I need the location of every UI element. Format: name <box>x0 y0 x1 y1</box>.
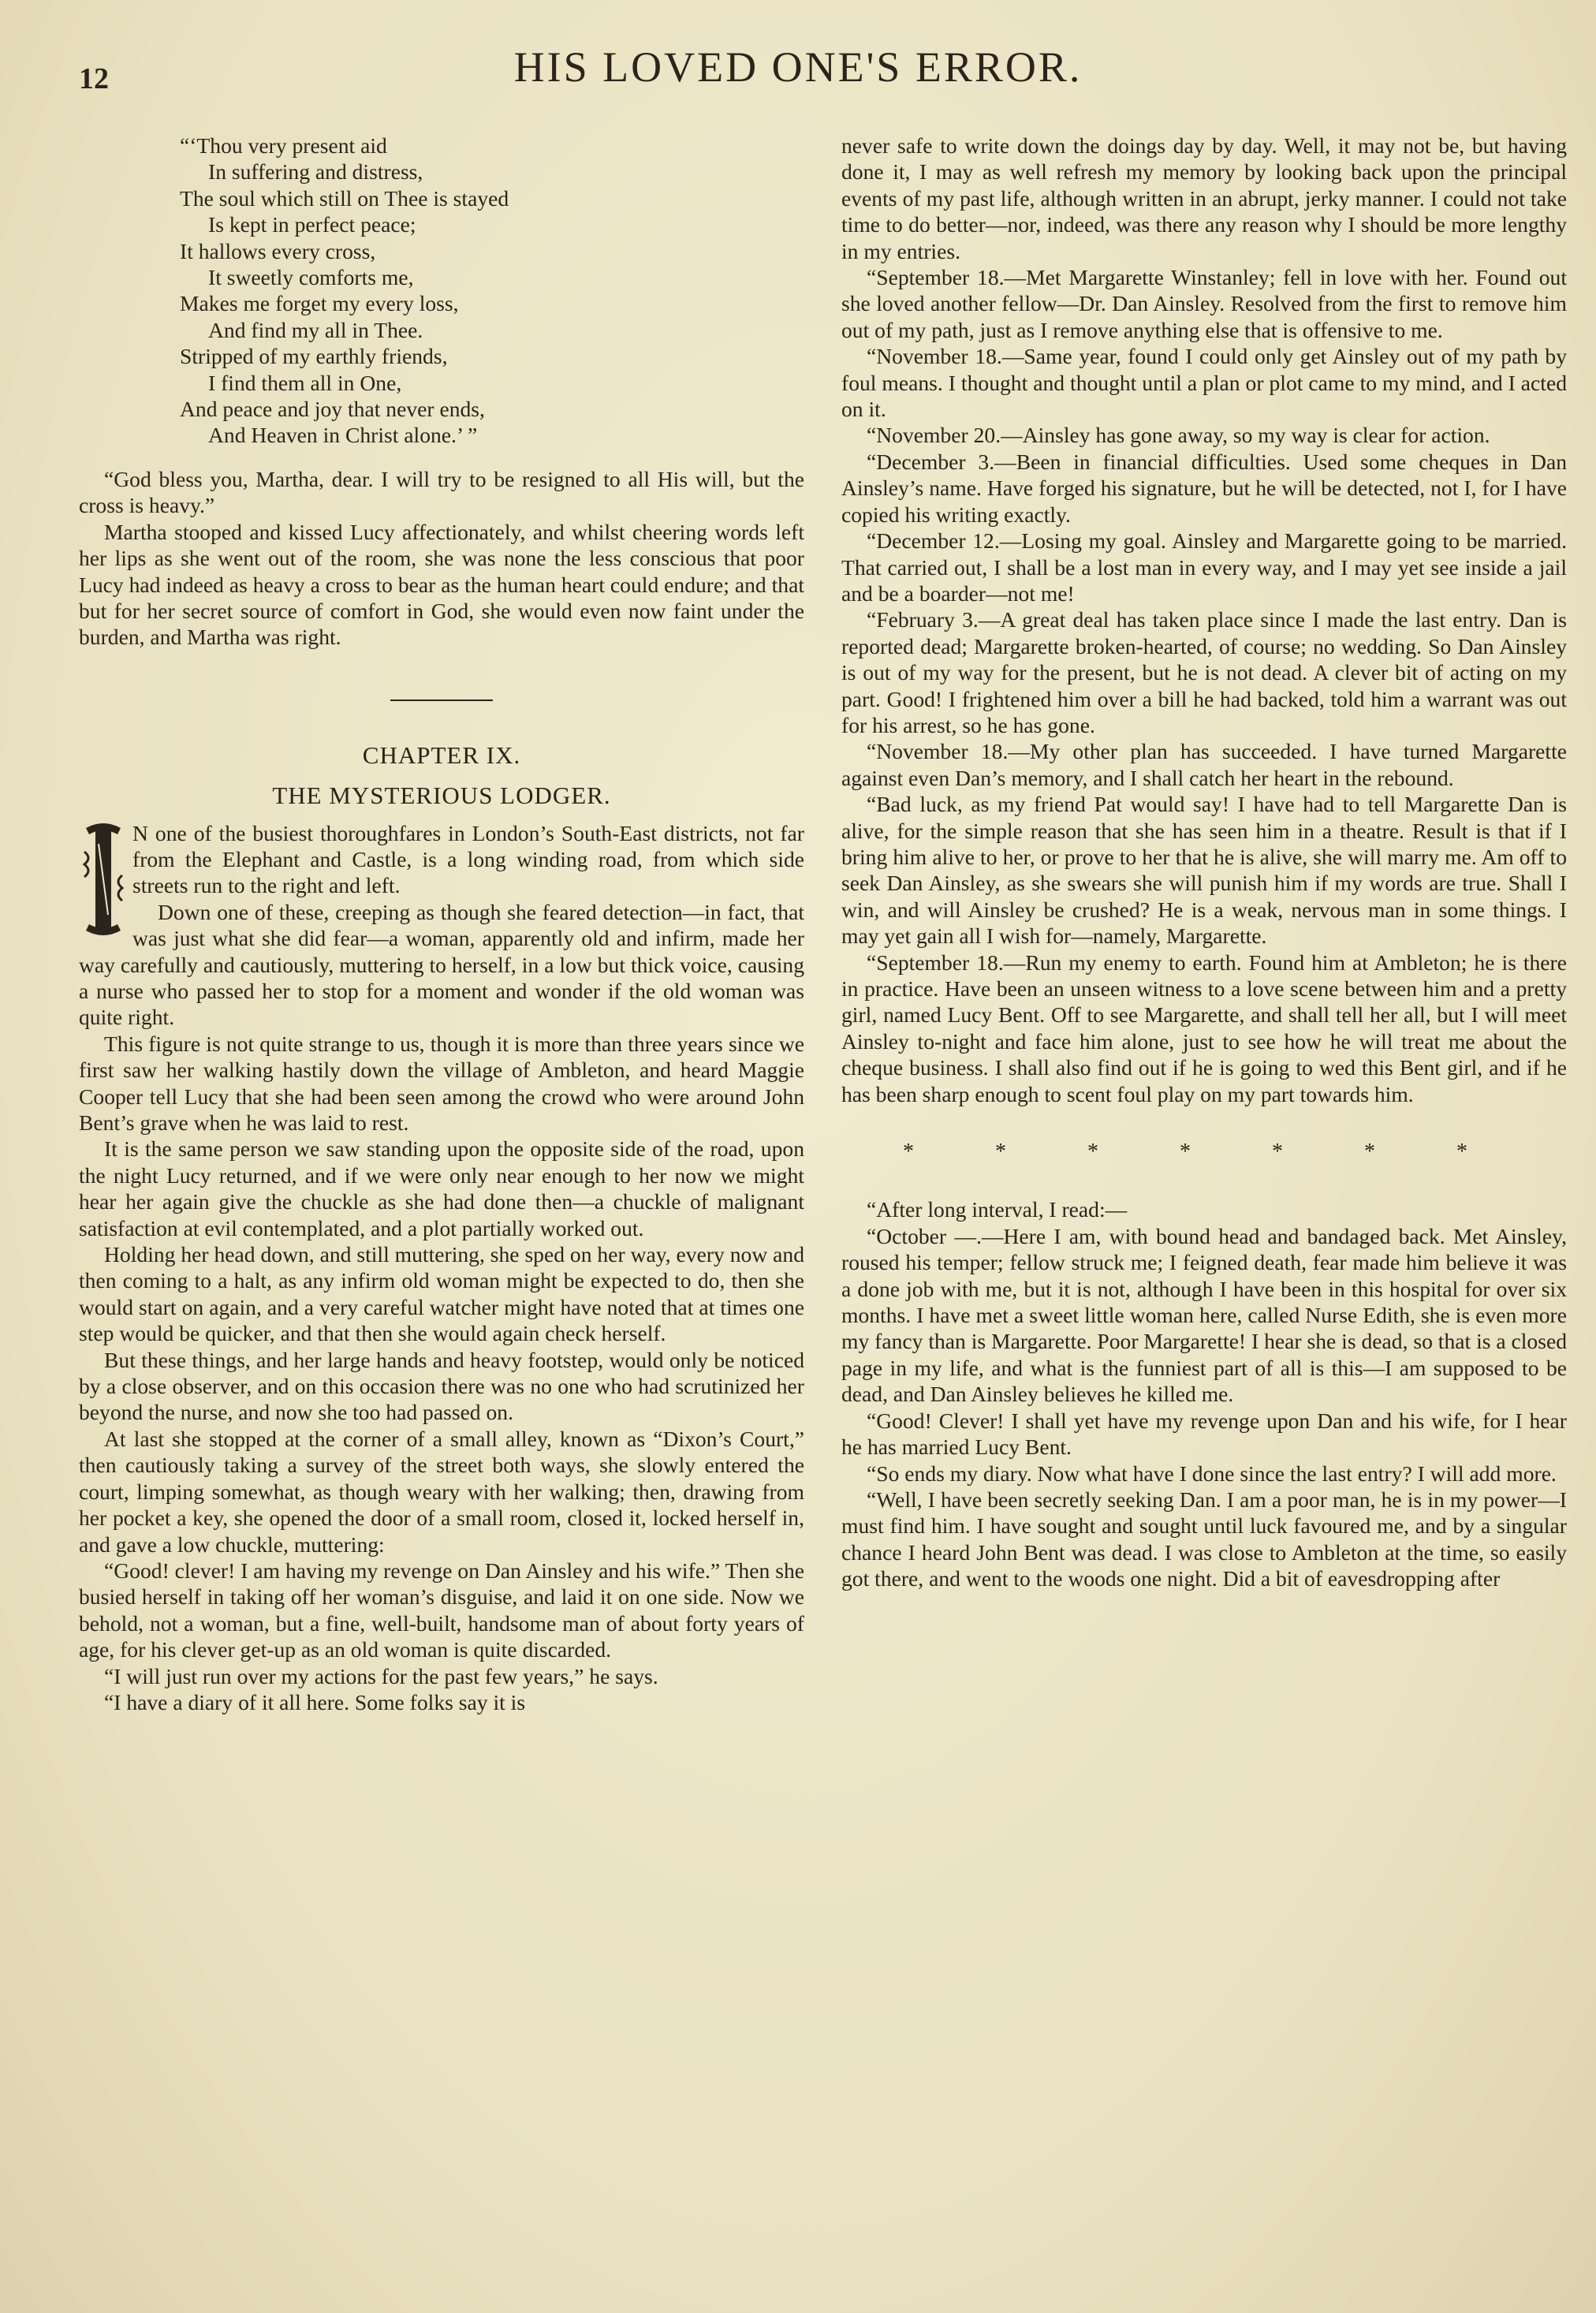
poem-line: Stripped of my earthly friends, <box>180 344 448 369</box>
paragraph: “After long interval, I read:— <box>867 1197 1128 1222</box>
poem-line: Makes me forget my every loss, <box>180 291 459 316</box>
dropcap-ornament <box>79 820 128 946</box>
paragraph: “October —.—Here I am, with bound head and bandaged back. Met Ainsley, roused his temper; fellow struck me; I feigned death, fear made him believe it was a done job with me, but it is not, although I have been in this hospital for over six months. I have met a sweet little woman here, called Nurse Edith, she is even more my fancy than is Margarette. Poor Margarette! I hear she is dead, so that is a closed page in my life, and what is the funniest part of all is this—I am supposed to be dead, and Dan Ainsley believes he killed me. <box>841 1223 1568 1407</box>
chapter-subtitle: THE MYSTERIOUS LODGER. <box>272 782 611 810</box>
poem-line: In suffering and distress, <box>208 159 423 185</box>
paragraph: “Good! Clever! I shall yet have my revenge upon Dan and his wife, for I hear he has married Lucy Bent. <box>841 1408 1567 1460</box>
paragraph: Holding her head down, and still muttering, she sped on her way, every now and then coming to a halt, as any infirm old woman might be expected to do, then she would start on again, and a very careful watcher might have noted that at times one step would be quicker, and that then she would again check herself. <box>79 1242 804 1346</box>
poem-line: “‘Thou very present aid <box>180 133 387 158</box>
paragraph: Martha stooped and kissed Lucy affectionately, and whilst cheering words left her lips as she went out of the room, she was none the less conscious that poor Lucy had indeed as heavy a cross to bear as the human heart could endure; and that but for her secret source of comfort in God, she would even now faint under the burden, and Martha was right. <box>79 519 804 650</box>
diary-entry: “December 12.—Losing my goal. Ainsley and Margarette going to be married. That carried out, I shall be a lost man in every way, and I may yet see inside a jail and be a boarder—not me! <box>841 528 1567 606</box>
section-break-stars: * * * * * * * <box>903 1140 1505 1165</box>
diary-entry: “December 3.—Been in financial difficulties. Used some cheques in Dan Ainsley’s name. Have forged his signature, but he will be detected, not I, for I have copied his writing exactly. <box>841 449 1567 527</box>
page-number: 12 <box>79 62 109 95</box>
paragraph: “God bless you, Martha, dear. I will try to be resigned to all His will, but the cross is heavy.” <box>79 466 804 518</box>
poem-line: It hallows every cross, <box>180 238 376 263</box>
poem-line: And Heaven in Christ alone.’ ” <box>208 423 478 448</box>
section-divider <box>390 699 493 701</box>
left-column <box>79 132 804 1715</box>
paragraph: At last she stopped at the corner of a small alley, known as “Dixon’s Court,” then cautiously taking a survey of the street both ways, she slowly entered the court, limping somewhat, as though weary with her walking; then, drawing from her pocket a key, she opened the door of a small room, closed it, locked herself in, and gave a low chuckle, muttering: <box>79 1426 804 1557</box>
paragraph: N one of the busiest thoroughfares in London’s South-East districts, not far from the Elephant and Castle, is a long winding road, from which side streets run to the right and left. <box>132 820 804 898</box>
poem-line: The soul which still on Thee is stayed <box>180 185 509 211</box>
poem-line: It sweetly comforts me, <box>208 265 414 290</box>
running-title: HIS LOVED ONE'S ERROR. <box>513 43 1083 91</box>
paragraph: Down one of these, creeping as though she feared detection—in fact, that was just what she did fear—a woman, apparently old and infirm, made her way carefully and cautiously, muttering to herself, in a low but thick voice, causing a nurse who passed her to stop for a moment and wonder if the old woman was quite right. <box>79 899 804 1030</box>
paragraph: “So ends my diary. Now what have I done since the last entry? I will add more. <box>867 1461 1557 1486</box>
diary-entry: “November 20.—Ainsley has gone away, so my way is clear for action. <box>867 423 1490 448</box>
paragraph: “Well, I have been secretly seeking Dan. I am a poor man, he is in my power—I must find him. I have sought and sought until luck favoured me, and by a singular chance I heard John Bent was dead. I was close to Ambleton at the time, so easily got there, and went to the woods one night. Did a bit of eavesdropping after <box>841 1487 1567 1591</box>
diary-entry: “February 3.—A great deal has taken place since I made the last entry. Dan is reported dead; Margarette broken-hearted, of course; no wedding. So Dan Ainsley is out of my way for the present, but he is not dead. A clever bit of acting on my part. Good! I frightened him over a bill he had backed, told him a warrant was out for his arrest, so he has gone. <box>841 607 1567 737</box>
paragraph: never safe to write down the doings day by day. Well, it may not be, but having done it, I may as well refresh my memory by looking back upon the principal events of my past life, although written in an abrupt, jerky manner. I could not take time to do better—nor, indeed, was there any reason why I should be more lengthy in my entries. <box>841 133 1567 263</box>
diary-entry: “Bad luck, as my friend Pat would say! I have had to tell Margarette Dan is alive, for the simple reason that she has seen him in a theatre. Result is that if I bring him alive to her, or prove to her that he is alive, she will marry me. Am off to seek Dan Ainsley, as she swears she will punish him if my words are true. Shall I win, and will Ainsley be crushed? He is a weak, nervous man in some things. I may yet gain all I wish for—namely, Margarette. <box>841 792 1567 949</box>
paragraph: This figure is not quite strange to us, though it is more than three years since we first saw her walking hastily down the village of Ambleton, and heard Maggie Cooper tell Lucy that she had been seen among the crowd who were around John Bent’s grave when he was laid to rest. <box>79 1031 804 1135</box>
hymn-verse <box>180 132 804 449</box>
poem-line: I find them all in One, <box>208 370 402 395</box>
paragraph: But these things, and her large hands and heavy footstep, would only be noticed by a close observer, and on this occasion there was no one who had scrutinized her beyond the nurse, and now she too had passed on. <box>79 1347 804 1425</box>
dropcap-letter: I <box>103 889 104 890</box>
chapter-opening <box>79 820 804 899</box>
paragraph: It is the same person we saw standing upon the opposite side of the road, upon the night Lucy returned, and if we were only near enough to her now we might hear her again give the chuckle as she had done then—a chuckle of malignant satisfaction at evil contemplated, and a plot partially worked out. <box>79 1136 804 1240</box>
poem-line: Is kept in perfect peace; <box>208 212 416 237</box>
ornamental-initial-icon <box>81 820 125 938</box>
diary-entry: “November 18.—My other plan has succeeded. I have turned Margarette against even Dan’s memory, and I shall catch her heart in the rebound. <box>841 739 1567 790</box>
poem-line: And peace and joy that never ends, <box>180 397 485 422</box>
chapter-title: CHAPTER IX. <box>362 741 521 769</box>
diary-entry: “September 18.—Run my enemy to earth. Found him at Ambleton; he is there in practice. Have been an unseen witness to a love scene between him and a pretty girl, named Lucy Bent. Off to see Margarette, and shall tell her all, but I will meet Ainsley to-night and face him alone, just to see how he will treat me about the cheque business. I shall also find out if he is going to wed this Bent girl, and if he has been sharp enough to scent foul play on my part towards him. <box>841 949 1567 1106</box>
paragraph: “Good! clever! I am having my revenge on Dan Ainsley and his wife.” Then she busied herself in taking off her woman’s disguise, and laid it on one side. Now we behold, not a woman, but a fine, well-built, handsome man of about forty years of age, for his clever get-up as an old woman is quite discarded. <box>79 1558 804 1662</box>
right-column <box>841 132 1567 1592</box>
paragraph: “I have a diary of it all here. Some folks say it is <box>104 1689 526 1714</box>
diary-entry: “November 18.—Same year, found I could only get Ainsley out of my path by foul means. I thought and thought until a plan or plot came to my mind, and I acted on it. <box>841 344 1567 422</box>
poem-line: And find my all in Thee. <box>208 317 423 342</box>
paragraph: “I will just run over my actions for the past few years,” he says. <box>104 1663 658 1688</box>
diary-entry: “September 18.—Met Margarette Winstanley; fell in love with her. Found out she loved another fellow—Dr. Dan Ainsley. Resolved from the first to remove him out of my path, just as I remove anything else that is offensive to me. <box>841 265 1567 342</box>
